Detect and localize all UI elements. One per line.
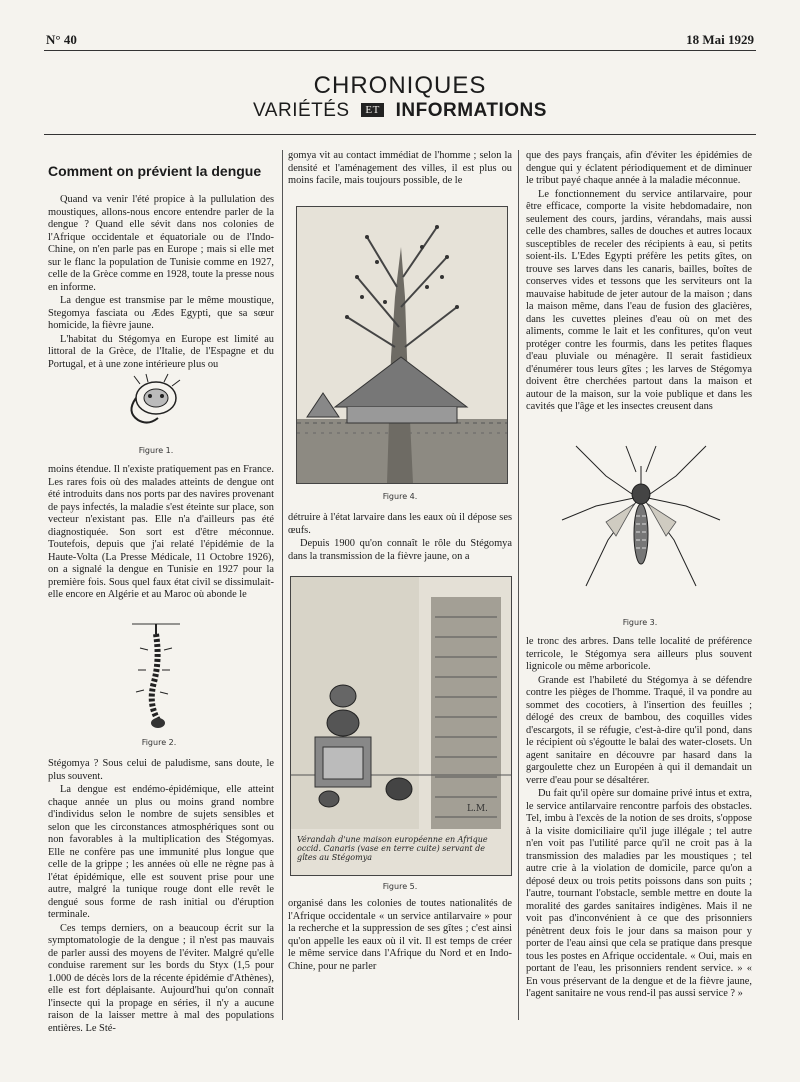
paragraph: organisé dans les colonies de toutes nationalités de l'Afrique occidentale « un service antilarvaire » pour la recherche et la suppression de ses gîtes ; c'est ainsi qu'on appelle les eaux où il vit. Il est temps de créer le même service dans l'Afrique du Nord et en Indo-Chine, pour ne parler: [288, 898, 512, 972]
figure-5-caption: Figure 5.: [382, 882, 418, 891]
paragraph: Stégomya ? Sous celui de paludisme, sans doute, le plus souvent.: [48, 758, 274, 782]
paragraph: Grande est l'habileté du Stégomya à se défendre contre les pièges de l'homme. Traqué, il va pondre au sommet des cocotiers, à l'insertion des feuilles ; délogé des creux de bambou, des coquilles vides d'escargots, il se réfugie, c'est-à-dire qu'il pond, dans le récipient où s'égoutte le balai des water-closets. Un agent sanitaire en découvre par hasard dans la gargoulette chez un Européen à qui il demandait un verre d'eau pour se désaltérer.: [526, 674, 752, 786]
paragraph: Ces temps derniers, on a beaucoup écrit sur la symptomatologie de la dengue ; il n'est pas mauvais de parler aussi des moyens de l'éviter. Malgré qu'elle conduise rarement sur les bords du Styx (1,5 pour 1.000 de décès lors de la récente épidémie d'Athènes), elle est fort déplaisante. Aujourd'hui qu'on connaît l'insecte qui la propage en séries, il n'y a aucune raison de la laisser mettre à mal des populations entières. Le Sté-: [48, 922, 274, 1034]
masthead-subtitle: [0, 100, 800, 122]
col3-top-text: [526, 150, 752, 432]
figure-3-mosquito-image: [556, 436, 726, 606]
paragraph: gomya vit au contact immédiat de l'homme ; selon la densité et l'aménagement des villes, il est plus ou moins facile, mais toujours possible, de le: [288, 150, 512, 186]
paragraph: détruire à l'état larvaire dans les eaux où il dépose ses œufs.: [288, 512, 512, 536]
figure-3-caption: Figure 3.: [622, 618, 658, 627]
col2-bottom-text: [288, 898, 512, 1022]
figure-5-handwritten-note: Vérandah d'une maison européenne en Afrique occid. Canaris (vase en terre cuite) servant de gîtes au Stégomya: [297, 835, 488, 862]
col2-top-text: [288, 150, 512, 190]
col2-mid-text: [288, 512, 512, 564]
figure-1-caption: Figure 1.: [138, 446, 174, 455]
figure-2-caption: Figure 2.: [141, 738, 177, 747]
figure-5-verandah-illustration: [291, 577, 511, 875]
issue-date: 18 Mai 1929: [686, 32, 754, 47]
paragraph: Depuis 1900 qu'on connaît le rôle du Stégomya dans la transmission de la fièvre jaune, on a: [288, 538, 512, 562]
paragraph: moins étendue. Il n'existe pratiquement pas en France. Les rares fois où des malades atteints de dengue ont été introduits dans nos ports par des navires provenant de pays infectés, la maladie s'est éteinte sur place, son vecteur n'existant pas. Elle n'a d'ailleurs pas été diagnostiquée. Son sort est d'être méconnue. Toutefois, depuis que j'ai relaté l'épidémie de la Haute-Volta (La Presse Médicale, 11 Octobre 1926), on a signalé la dengue en Tunisie en 1927 pour la première fois. Sous quel faux état civil se dissimulait-elle encore en Algérie et au Maroc où abonde le: [48, 464, 274, 600]
figure-1-larva-image: [118, 372, 194, 432]
masthead-title: CHRONIQUES: [313, 72, 487, 99]
paragraph: L'habitat du Stégomya en Europe est limité au littoral de la Grèce, de l'Italie, de l'Espagne et du Portugal, et à une zone intérieure plus ou: [48, 333, 274, 370]
figure-2-larva-image: [128, 620, 184, 732]
masthead-rule: [44, 134, 756, 135]
article-title: Comment on prévient la dengue: [48, 163, 262, 179]
header-rule: [44, 50, 756, 51]
paragraph: le tronc des arbres. Dans telle localité de préférence terricole, le Stégomya sera ailleurs plus souvent lignicole ou même arboricole.: [526, 636, 752, 672]
paragraph: Quand va venir l'été propice à la pullulation des moustiques, allons-nous encore entendre parler de la dengue ? Quand elle sévit dans nos colonies de l'Afrique occidentale et équatoriale ou de l'Indo-Chine, on n'en parle pas en Europe ; mais si elle met sur le flanc la population de Tunisie comme en 1927, celle de la Grèce comme en 1928, toute la presse nous en informe.: [48, 194, 274, 293]
masthead-et-badge: ET: [361, 103, 383, 117]
paragraph: La dengue est endémo-épidémique, elle atteint chaque année un plus ou moins grand nombre d'individus selon le nombre de sujets sensibles et selon que les circonstances atmosphériques sont ou non favorables à la multiplication des Stégomyas. Elle ne confère pas une immunité plus longue que celle de la grippe ; les années où elle ne règne pas à l'état épidémique, elle est souvent prise pour une autre, malgré la tunique rouge dont elle revêt le dengué sous forme de rash initial ou d'éruption terminale.: [48, 784, 274, 920]
svg-text:L.M.: L.M.: [467, 804, 488, 814]
paragraph: Le fonctionnement du service antilarvaire, pour être efficace, comporte la visite hebdomadaire, non seulement des cours, jardins, vérandahs, mais aussi celle des chambres, salles de douches et autres locaux susceptibles de receler des récipients à eau, si petits soient-ils. L'Edes Egypti préfère les petits gîtes, on trouve ses larves dans les canaris, bailles, boîtes de conserves vides et tessons que les serviteurs ont la mauvaise habitude de jeter autour de la maison ; dans la maison même, dans l'eau de fusion des glacières, dans les cuvettes pleines d'eau où on met des aliments, comme le lait et les confitures, qu'on veut protéger contre les fourmis, dans les petites flaques d'eau pluviale ou ménagère. Il serait fastidieux d'énumérer tous leurs gîtes ; les larves de Stégomya doivent être cherchées partout dans la maison et autour de la maison, sur la voie publique et dans les cavités que l'âge et les insectes creusent dans: [526, 188, 752, 412]
col1-mid-text: [48, 464, 274, 616]
issue-number: N° 40: [46, 32, 77, 47]
figure-4-image: [296, 206, 508, 484]
col3-bottom-text: [526, 636, 752, 1024]
column-divider-2: [518, 150, 519, 1020]
figure-4-caption: Figure 4.: [382, 492, 418, 501]
figure-5-image: [290, 576, 512, 876]
col1-bottom-text: [48, 758, 274, 1034]
masthead-varietes: VARIÉTÉS: [253, 100, 350, 121]
col1-top-text: [48, 194, 274, 372]
paragraph: La dengue est transmise par le même moustique, Stegomya fasciata ou Ædes Egypti, que sa sœur homicide, la fièvre jaune.: [48, 295, 274, 331]
masthead-informations: INFORMATIONS: [395, 100, 547, 121]
paragraph: que des pays français, afin d'éviter les épidémies de dengue qui y éclatent périodiquement et de diminuer le tribut payé chaque année à la maladie méconnue.: [526, 150, 752, 186]
figure-4-tree-illustration: [297, 207, 507, 483]
column-divider-1: [282, 150, 283, 1020]
paragraph: Du fait qu'il opère sur domaine privé intus et extra, le service antilarvaire rencontre parfois des obstacles. Tel, imbu à l'excès de la notion de ses droits, s'oppose à la visite domiciliaire qu'il juge illégale ; tel autre n'en voit pas l'utilité parce qu'il ne croit pas à la transmission des maladies par les moustiques ; tel autre crie à la violation de domicile, parce qu'on a déposé deux ou trois petits poissons dans son puits ; l'autre, tournant l'obstacle, semble mettre en doute la moralité des gardes sanitaires indigènes. Mais il ne voit pas d'inconvénient à ce que des prisonniers pénètrent deux fois le jour dans sa maison pour y porter de l'eau ainsi que cela se pratique dans presque tous les postes en Afrique occidentale. « Oui, mais en portant de l'eau, les prisonniers rendent service. » « En vous préservant de la dengue et de la fièvre jaune, l'agent sanitaire ne vous rend-il pas aussi service ? »: [526, 788, 752, 999]
